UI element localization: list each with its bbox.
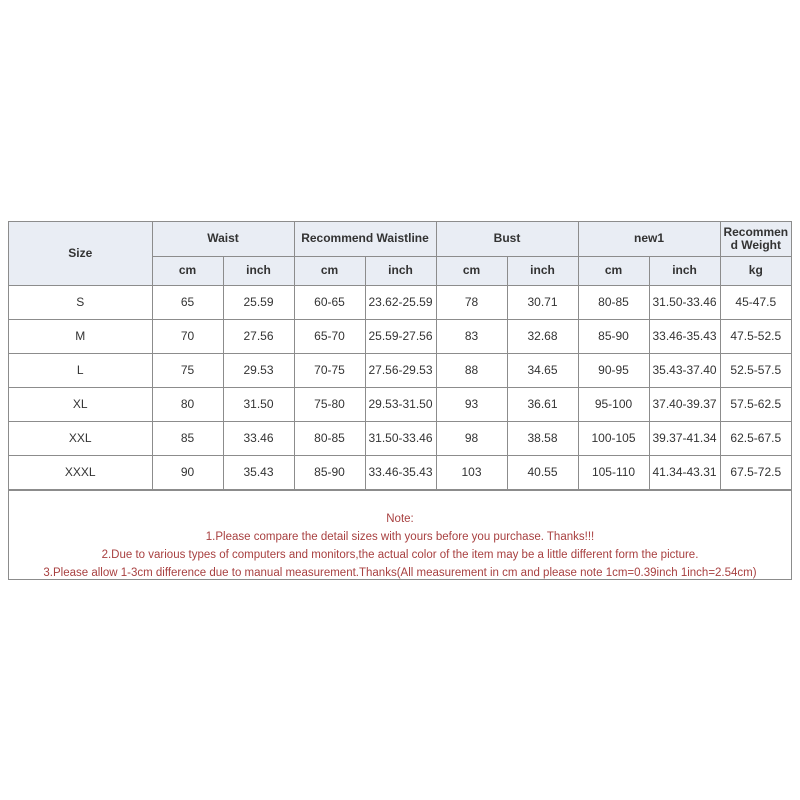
notes-section (9, 490, 791, 579)
header-new1: new1 (578, 222, 720, 256)
cell-weight: 67.5-72.5 (720, 455, 791, 489)
unit-header: kg (720, 256, 791, 285)
cell-wl-inch: 29.53-31.50 (365, 387, 436, 421)
table-row (9, 285, 791, 319)
cell-new1-inch: 41.34-43.31 (649, 455, 720, 489)
cell-new1-cm: 95-100 (578, 387, 649, 421)
size-rows (9, 285, 791, 489)
cell-weight: 47.5-52.5 (720, 319, 791, 353)
note-line-1: 1.Please compare the detail sizes with yours before you purchase. Thanks!!! (205, 530, 595, 543)
cell-weight: 57.5-62.5 (720, 387, 791, 421)
cell-wl-cm: 60-65 (294, 285, 365, 319)
notes-title: Note: (386, 512, 414, 525)
cell-new1-inch: 35.43-37.40 (649, 353, 720, 387)
cell-bust-cm: 83 (436, 319, 507, 353)
unit-header: cm (294, 256, 365, 285)
cell-weight: 52.5-57.5 (720, 353, 791, 387)
cell-waist-inch: 27.56 (223, 319, 294, 353)
table-row (9, 455, 791, 489)
cell-wl-inch: 23.62-25.59 (365, 285, 436, 319)
cell-size: XXXL (9, 455, 152, 489)
cell-bust-inch: 40.55 (507, 455, 578, 489)
table-row (9, 353, 791, 387)
cell-bust-cm: 98 (436, 421, 507, 455)
cell-waist-inch: 31.50 (223, 387, 294, 421)
cell-waist-cm: 75 (152, 353, 223, 387)
cell-size: XL (9, 387, 152, 421)
size-chart (8, 221, 792, 580)
cell-waist-cm: 85 (152, 421, 223, 455)
cell-bust-inch: 38.58 (507, 421, 578, 455)
cell-waist-cm: 70 (152, 319, 223, 353)
cell-new1-inch: 33.46-35.43 (649, 319, 720, 353)
cell-wl-cm: 70-75 (294, 353, 365, 387)
cell-wl-cm: 85-90 (294, 455, 365, 489)
cell-weight: 62.5-67.5 (720, 421, 791, 455)
cell-new1-cm: 80-85 (578, 285, 649, 319)
cell-bust-cm: 93 (436, 387, 507, 421)
cell-bust-cm: 78 (436, 285, 507, 319)
unit-header: inch (649, 256, 720, 285)
cell-new1-inch: 39.37-41.34 (649, 421, 720, 455)
cell-wl-inch: 33.46-35.43 (365, 455, 436, 489)
cell-weight: 45-47.5 (720, 285, 791, 319)
header-recommend-weight: Recommend Weight (720, 222, 791, 256)
unit-header: inch (365, 256, 436, 285)
cell-waist-cm: 80 (152, 387, 223, 421)
cell-new1-inch: 37.40-39.37 (649, 387, 720, 421)
cell-bust-inch: 36.61 (507, 387, 578, 421)
cell-waist-cm: 65 (152, 285, 223, 319)
cell-bust-cm: 88 (436, 353, 507, 387)
cell-new1-cm: 105-110 (578, 455, 649, 489)
cell-bust-cm: 103 (436, 455, 507, 489)
size-table (9, 222, 791, 490)
cell-bust-inch: 34.65 (507, 353, 578, 387)
cell-wl-cm: 80-85 (294, 421, 365, 455)
cell-new1-cm: 85-90 (578, 319, 649, 353)
header-row-groups (9, 222, 791, 256)
unit-header: cm (578, 256, 649, 285)
note-line-2: 2.Due to various types of computers and monitors,the actual color of the item may be a little different form the picture. (101, 548, 699, 561)
note-line-3: 3.Please allow 1-3cm difference due to manual measurement.Thanks(All measurement in cm and please note 1cm=0.39inch 1inch=2.54cm) (43, 566, 757, 579)
cell-waist-cm: 90 (152, 455, 223, 489)
header-size: Size (9, 222, 152, 285)
cell-waist-inch: 25.59 (223, 285, 294, 319)
header-recommend-waistline: Recommend Waistline (294, 222, 436, 256)
header-waist: Waist (152, 222, 294, 256)
cell-wl-inch: 31.50-33.46 (365, 421, 436, 455)
cell-wl-cm: 65-70 (294, 319, 365, 353)
cell-size: M (9, 319, 152, 353)
unit-header: inch (507, 256, 578, 285)
unit-header: cm (436, 256, 507, 285)
cell-size: XXL (9, 421, 152, 455)
cell-waist-inch: 29.53 (223, 353, 294, 387)
cell-new1-inch: 31.50-33.46 (649, 285, 720, 319)
header-bust: Bust (436, 222, 578, 256)
cell-bust-inch: 30.71 (507, 285, 578, 319)
table-row (9, 387, 791, 421)
cell-bust-inch: 32.68 (507, 319, 578, 353)
cell-new1-cm: 90-95 (578, 353, 649, 387)
table-row (9, 319, 791, 353)
cell-wl-inch: 25.59-27.56 (365, 319, 436, 353)
cell-waist-inch: 33.46 (223, 421, 294, 455)
unit-header: inch (223, 256, 294, 285)
cell-size: S (9, 285, 152, 319)
cell-wl-cm: 75-80 (294, 387, 365, 421)
cell-size: L (9, 353, 152, 387)
cell-wl-inch: 27.56-29.53 (365, 353, 436, 387)
unit-header: cm (152, 256, 223, 285)
cell-new1-cm: 100-105 (578, 421, 649, 455)
cell-waist-inch: 35.43 (223, 455, 294, 489)
table-row (9, 421, 791, 455)
